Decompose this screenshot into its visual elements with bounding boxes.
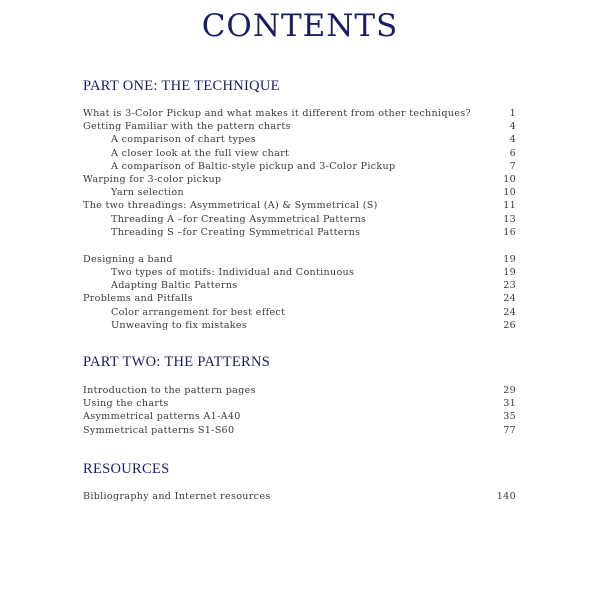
toc-entry[interactable] xyxy=(83,107,516,120)
toc-entry-page-number: 19 xyxy=(503,267,516,279)
toc-entry-label: Two types of motifs: Individual and Continuous xyxy=(111,267,355,279)
toc-entry-page-number: 26 xyxy=(503,319,516,331)
toc-entry-page-number: 24 xyxy=(503,306,516,318)
page-title: CONTENTS xyxy=(201,8,399,44)
toc-entry-label: Using the charts xyxy=(83,398,169,410)
toc-entry-page-number: 35 xyxy=(503,411,516,423)
section-heading-resources: RESOURCES xyxy=(83,461,170,477)
toc-entry-page-number: 19 xyxy=(503,253,516,265)
toc-entry[interactable] xyxy=(83,292,516,305)
toc-entry-label: A comparison of chart types xyxy=(111,134,256,146)
toc-entry-page-number: 13 xyxy=(503,213,516,225)
toc-entry[interactable] xyxy=(83,160,516,173)
toc-entry[interactable] xyxy=(83,266,516,279)
toc-entry-label: A closer look at the full view chart xyxy=(111,147,290,159)
toc-entry-label: Threading A –for Creating Asymmetrical Patterns xyxy=(111,213,367,225)
toc-entry-page-number: 7 xyxy=(509,160,516,172)
toc-entry-label: The two threadings: Asymmetrical (A) & Symmetrical (S) xyxy=(83,200,378,212)
toc-entry-label: Designing a band xyxy=(83,253,173,265)
toc-entry[interactable] xyxy=(83,213,516,226)
toc-entry[interactable] xyxy=(83,490,516,503)
toc-list-part-one xyxy=(83,107,516,332)
toc-entry[interactable] xyxy=(83,133,516,146)
toc-entry-label: Unweaving to fix mistakes xyxy=(111,319,248,331)
toc-entry-page-number: 4 xyxy=(509,134,516,146)
toc-entry-page-number: 23 xyxy=(503,280,516,292)
toc-entry-page-number: 140 xyxy=(496,491,516,502)
toc-entry-label: Adapting Baltic Patterns xyxy=(111,280,238,292)
toc-entry[interactable] xyxy=(83,410,516,423)
toc-entry-label: Getting Familiar with the pattern charts xyxy=(83,121,291,133)
toc-entry-label: Threading S –for Creating Symmetrical Patterns xyxy=(111,226,361,238)
toc-entry-label: Asymmetrical patterns A1-A40 xyxy=(83,411,241,423)
toc-entry-label: A comparison of Baltic-style pickup and 3-Color Pickup xyxy=(111,160,396,172)
toc-entry-page-number: 10 xyxy=(503,173,516,185)
toc-entry[interactable] xyxy=(83,147,516,160)
toc-entry-page-number: 29 xyxy=(503,385,516,396)
toc-entry-page-number: 4 xyxy=(509,121,516,133)
toc-entry-page-number: 77 xyxy=(503,424,516,436)
toc-entry[interactable] xyxy=(83,279,516,292)
toc-entry-label: Problems and Pitfalls xyxy=(83,293,193,305)
toc-entry[interactable] xyxy=(83,199,516,212)
toc-list-resources xyxy=(83,490,516,503)
toc-entry-label: Warping for 3-color pickup xyxy=(83,173,222,185)
section-heading-part-two: PART TWO: THE PATTERNS xyxy=(83,354,271,370)
toc-entry-page-number: 24 xyxy=(503,293,516,305)
toc-entry-page-number: 16 xyxy=(503,226,516,238)
toc-entry-page-number: 11 xyxy=(503,200,516,212)
toc-entry[interactable] xyxy=(83,253,516,266)
toc-list-part-two xyxy=(83,384,516,437)
toc-entry[interactable] xyxy=(83,120,516,133)
toc-entry-page-number: 31 xyxy=(503,398,516,410)
toc-entry-page-number: 1 xyxy=(509,108,516,119)
toc-entry[interactable] xyxy=(83,319,516,332)
toc-entry-label: What is 3-Color Pickup and what makes it different from other techniques? xyxy=(83,108,471,119)
toc-entry[interactable] xyxy=(83,397,516,410)
toc-entry[interactable] xyxy=(83,384,516,397)
toc-entry-label: Bibliography and Internet resources xyxy=(83,491,271,502)
toc-entry[interactable] xyxy=(83,306,516,319)
section-heading-part-one: PART ONE: THE TECHNIQUE xyxy=(83,78,280,94)
toc-entry[interactable] xyxy=(83,173,516,186)
toc-entry[interactable] xyxy=(83,226,516,239)
toc-entry-label: Symmetrical patterns S1-S60 xyxy=(83,424,235,436)
toc-entry-label: Introduction to the pattern pages xyxy=(83,385,256,396)
toc-entry-page-number: 10 xyxy=(503,187,516,199)
toc-entry[interactable] xyxy=(83,424,516,437)
toc-entry[interactable] xyxy=(83,186,516,199)
toc-entry-page-number: 6 xyxy=(509,147,516,159)
toc-entry-label: Yarn selection xyxy=(111,187,184,199)
toc-entry-label: Color arrangement for best effect xyxy=(111,306,286,318)
